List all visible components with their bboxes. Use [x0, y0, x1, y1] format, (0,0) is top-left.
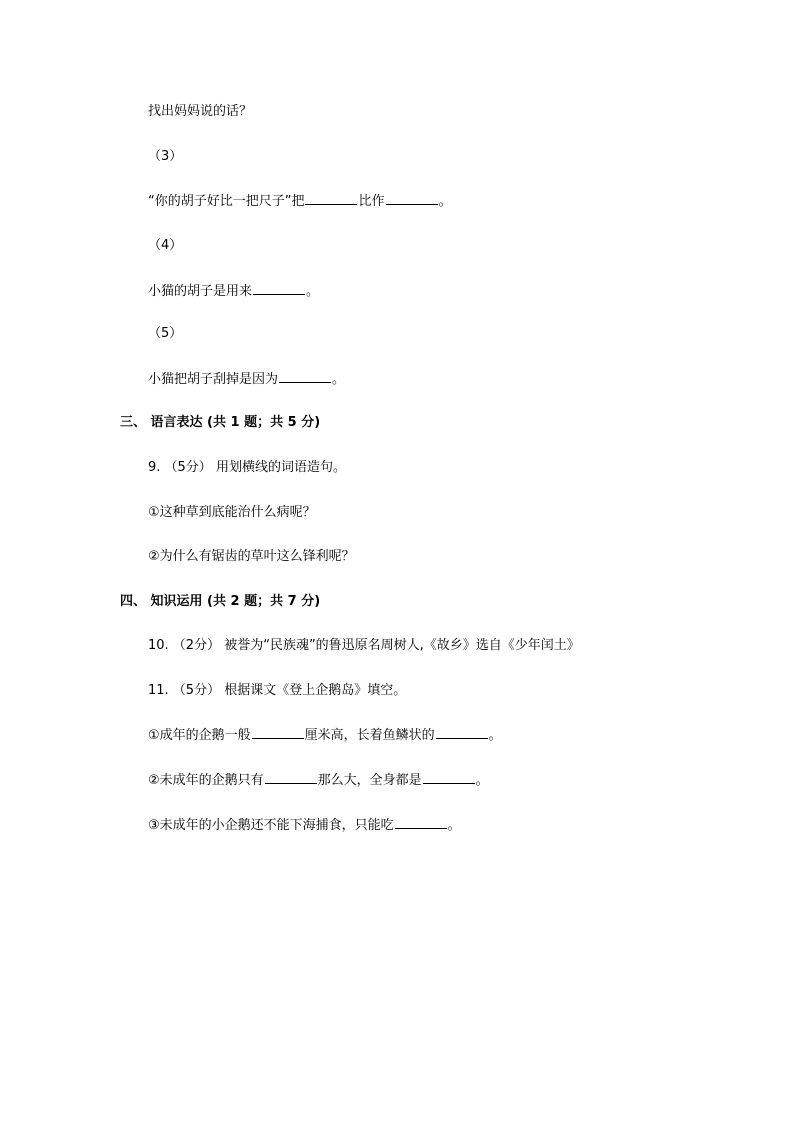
text-segment: ②未成年的企鹅只有 — [148, 773, 264, 788]
answer-blank[interactable] — [252, 726, 304, 739]
text-segment: ③未成年的小企鹅还不能下海捕食，只能吃 — [148, 818, 394, 833]
subquestion-number: （3） — [148, 149, 183, 164]
text-segment: 。 — [438, 194, 452, 209]
list-item: ①这种草到底能治什么病呢？ — [148, 505, 316, 520]
text-segment: 小猫把胡子刮掉是因为 — [148, 372, 279, 387]
fill-in-line — [148, 282, 319, 301]
question-text: 9. （5分） 用划横线的词语造句。 — [148, 460, 346, 475]
text-segment: 。 — [306, 284, 320, 299]
answer-blank[interactable] — [395, 816, 447, 829]
text-segment: 。 — [475, 773, 489, 788]
question-text: 找出妈妈说的话？ — [148, 104, 253, 119]
question-text: 10. （2分） 被誉为“民族魂”的鲁迅原名周树人,《故乡》选自《少年闰土》 — [148, 638, 580, 653]
answer-blank[interactable] — [423, 771, 475, 784]
text-segment: 。 — [332, 372, 346, 387]
text-segment: 那么大，全身都是 — [317, 773, 422, 788]
fill-in-line — [148, 370, 345, 389]
fill-in-line — [148, 726, 502, 745]
list-item: ②为什么有锯齿的草叶这么锋利呢？ — [148, 549, 355, 564]
answer-blank[interactable] — [279, 370, 331, 383]
text-segment: ①成年的企鹅一般 — [148, 728, 251, 743]
text-segment: 。 — [447, 818, 461, 833]
section-heading: 三、 语言表达 (共 1 题；共 5 分) — [120, 415, 321, 430]
fill-in-line — [148, 771, 489, 790]
answer-blank[interactable] — [253, 282, 305, 295]
fill-in-line — [148, 192, 452, 211]
answer-blank[interactable] — [305, 192, 357, 205]
text-segment: 小猫的胡子是用来 — [148, 284, 253, 299]
fill-in-line — [148, 816, 461, 835]
text-segment: 厘米高，长着鱼鳞状的 — [304, 728, 435, 743]
section-heading: 四、 知识运用 (共 2 题；共 7 分) — [120, 594, 321, 609]
answer-blank[interactable] — [436, 726, 488, 739]
subquestion-number: （5） — [148, 326, 183, 341]
text-segment: 比作 — [358, 194, 385, 209]
text-segment: “你的胡子好比一把尺子”把 — [148, 194, 305, 209]
question-text: 11. （5分） 根据课文《登上企鹅岛》填空。 — [148, 683, 407, 698]
answer-blank[interactable] — [386, 192, 438, 205]
answer-blank[interactable] — [265, 771, 317, 784]
subquestion-number: （4） — [148, 238, 183, 253]
text-segment: 。 — [488, 728, 502, 743]
